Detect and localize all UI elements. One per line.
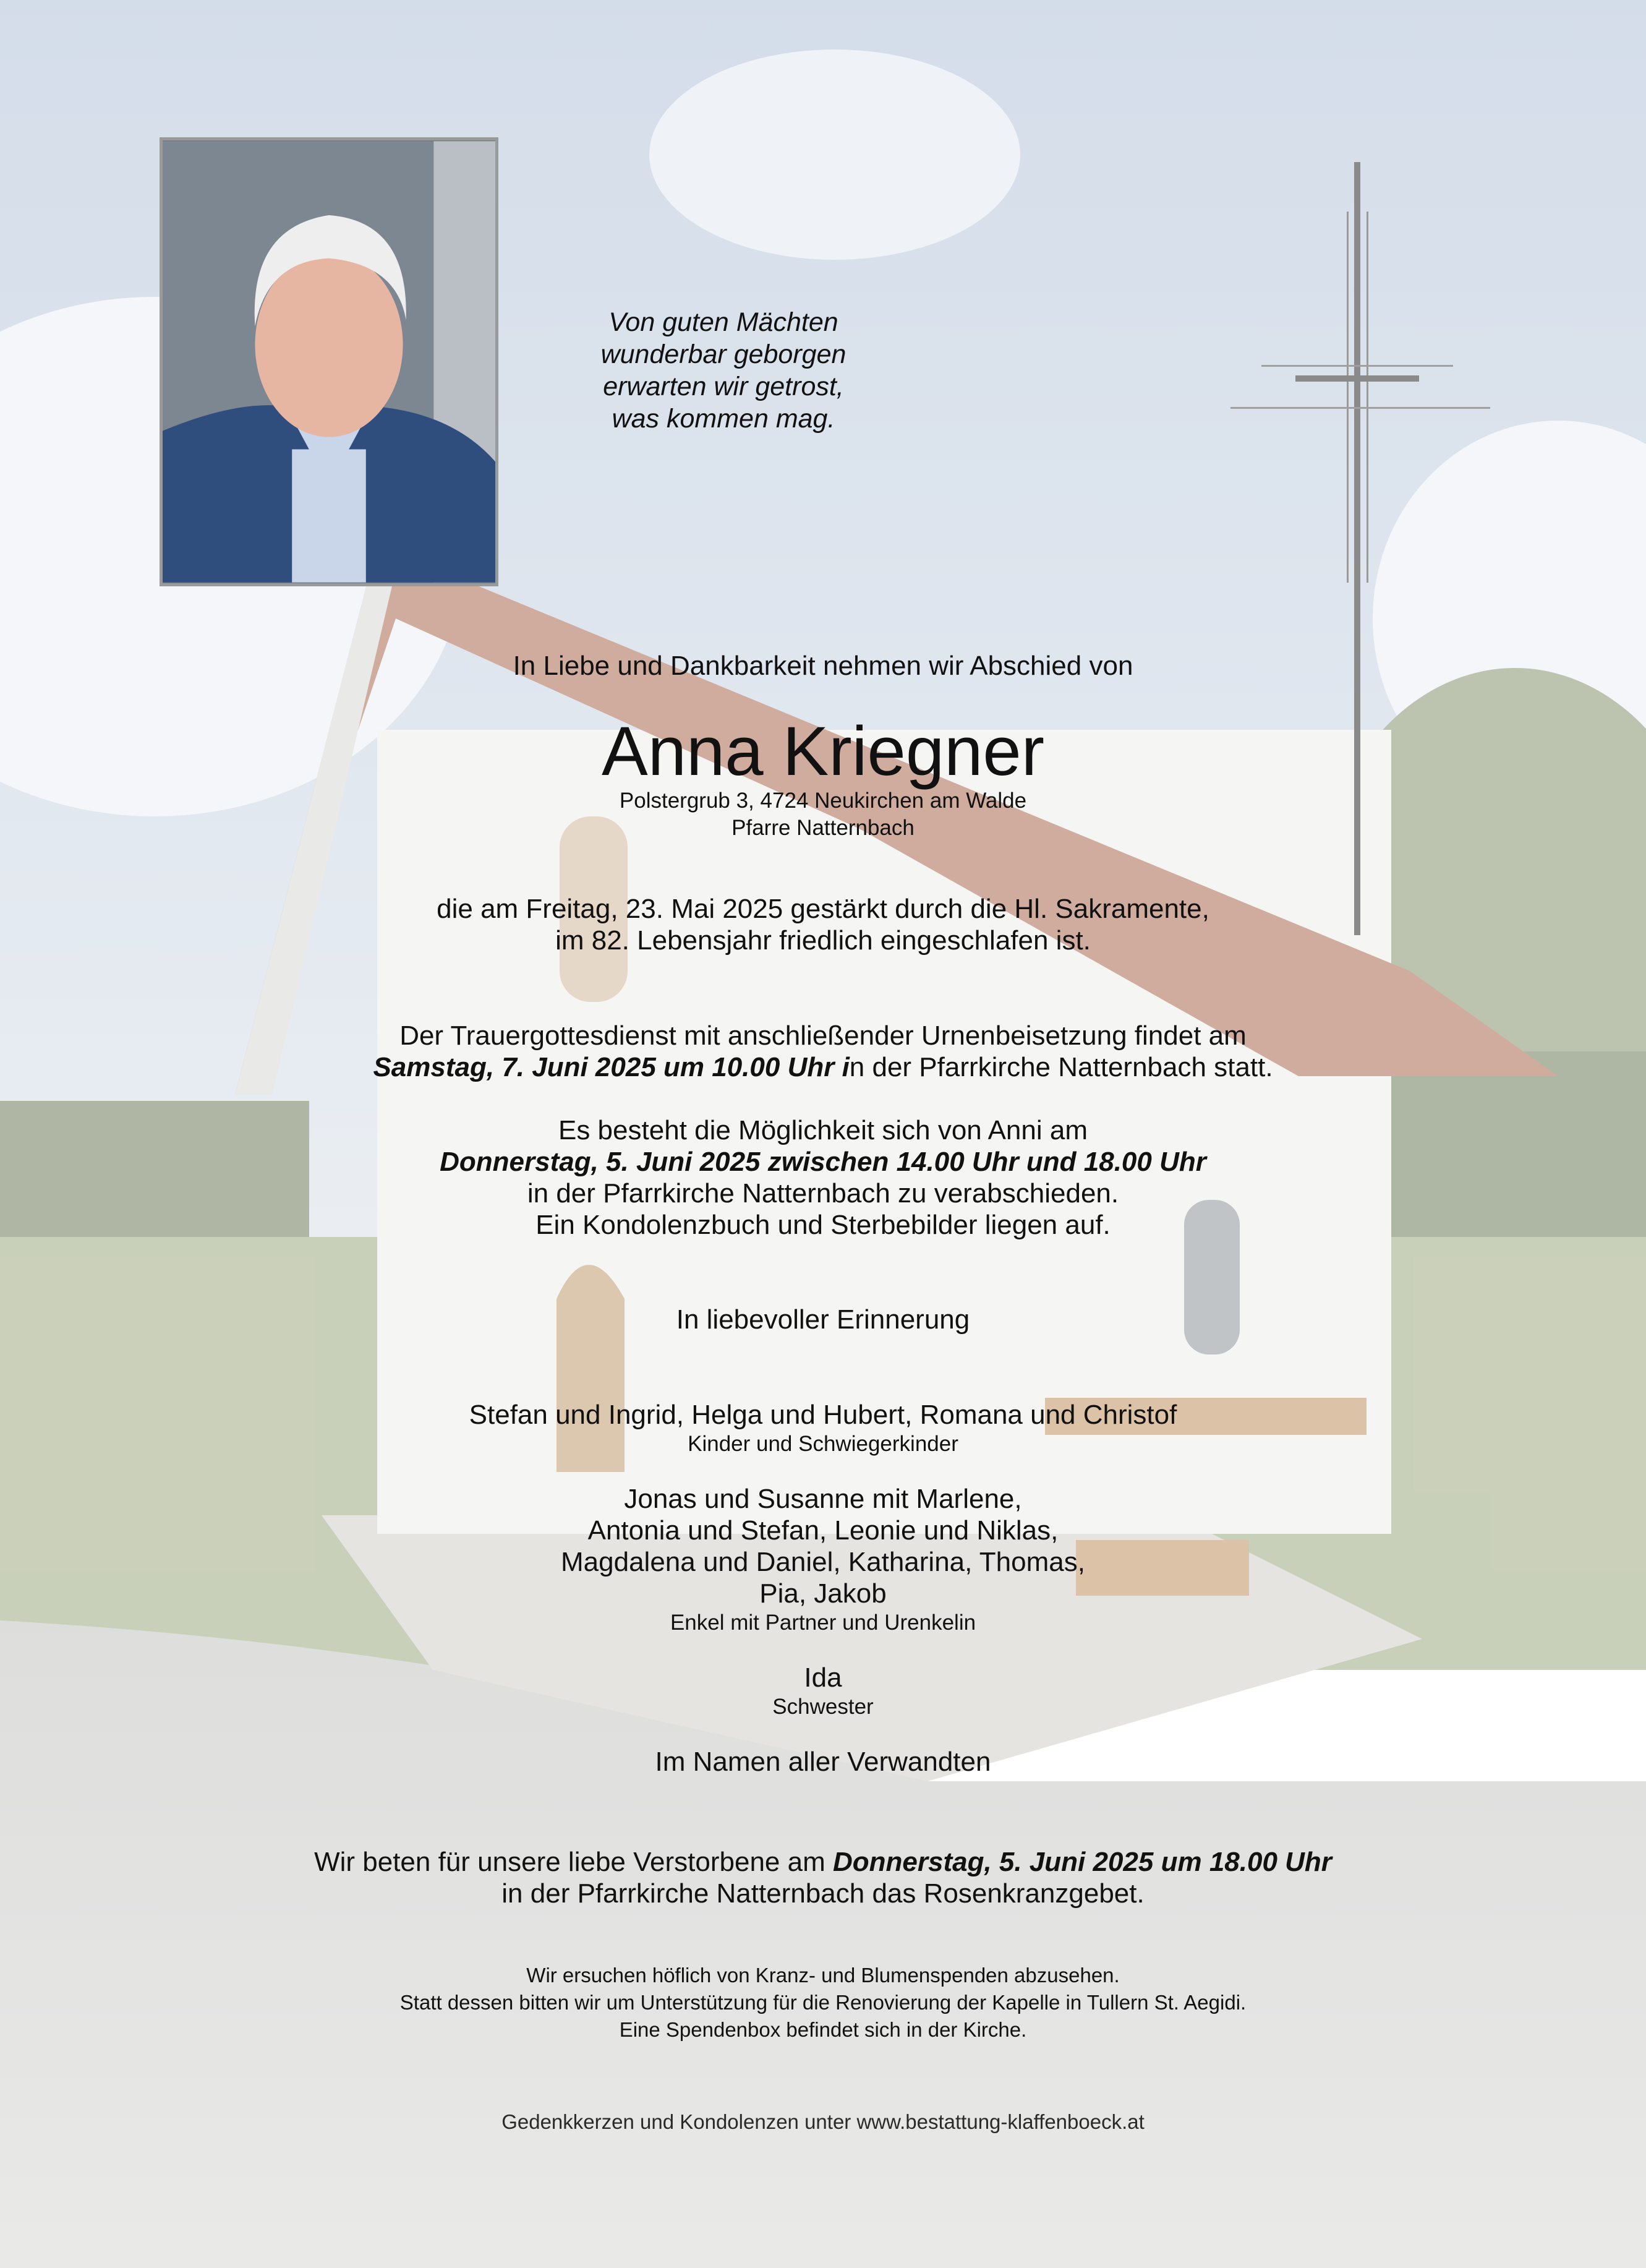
- rosary-info: [0, 1846, 1646, 1909]
- donation-info: [0, 1962, 1646, 2043]
- poem-line: wunderbar geborgen: [600, 340, 846, 369]
- service-date: Samstag, 7. Juni 2025 um 10.00 Uhr i: [373, 1052, 850, 1082]
- poem-line: was kommen mag.: [612, 404, 835, 434]
- service-location: n der Pfarrkirche Natternbach statt.: [849, 1052, 1273, 1082]
- footer-website: Gedenkkerzen und Kondolenzen unter www.bestattung-klaffenboeck.at: [501, 2110, 1145, 2133]
- deceased-address: Polstergrub 3, 4724 Neukirchen am Walde: [619, 789, 1027, 813]
- portrait-photo: [160, 137, 498, 586]
- family-names: Pia, Jakob: [759, 1578, 887, 1609]
- rosary-pre: Wir beten für unsere liebe Verstorbene am: [314, 1847, 833, 1877]
- family-children: [0, 1399, 1646, 1458]
- viewing-line: Ein Kondolenzbuch und Sterbebilder liegen auf.: [535, 1210, 1111, 1240]
- viewing-line: in der Pfarrkirche Natternbach zu verabschieden.: [527, 1178, 1119, 1209]
- poem-line: Von guten Mächten: [608, 307, 838, 337]
- service-info: [0, 1020, 1646, 1083]
- death-notice-line: die am Freitag, 23. Mai 2025 gestärkt durch die Hl. Sakramente,: [437, 894, 1209, 924]
- rosary-line: in der Pfarrkirche Natternbach das Rosenkranzgebet.: [501, 1878, 1145, 1909]
- rosary-date: Donnerstag, 5. Juni 2025 um 18.00 Uhr: [832, 1847, 1332, 1877]
- viewing-info: [0, 1115, 1646, 1241]
- donation-line: Eine Spendenbox befindet sich in der Kirche.: [619, 2018, 1027, 2041]
- deceased-address-block: [0, 787, 1646, 842]
- family-names: Ida: [804, 1662, 842, 1693]
- viewing-date: Donnerstag, 5. Juni 2025 zwischen 14.00 Uhr und 18.00 Uhr: [440, 1147, 1206, 1177]
- family-names: Magdalena und Daniel, Katharina, Thomas,: [561, 1547, 1085, 1577]
- intro-text: In Liebe und Dankbarkeit nehmen wir Abschied von: [513, 651, 1133, 681]
- service-date-line: [0, 1051, 1646, 1083]
- death-notice: [0, 893, 1646, 956]
- family-names: Stefan und Ingrid, Helga und Hubert, Romana und Christof: [469, 1400, 1177, 1430]
- rosary-line: [0, 1846, 1646, 1878]
- family-sister: [0, 1662, 1646, 1721]
- donation-line: Statt dessen bitten wir um Unterstützung für die Renovierung der Kapelle in Tullern St. Aegidi.: [399, 1991, 1247, 2014]
- on-behalf-line: Im Namen aller Verwandten: [655, 1747, 991, 1777]
- family-relation: Enkel mit Partner und Urenkelin: [670, 1611, 976, 1635]
- death-notice-line: im 82. Lebensjahr friedlich eingeschlafen ist.: [555, 925, 1091, 956]
- family-names: Antonia und Stefan, Leonie und Niklas,: [587, 1515, 1059, 1546]
- family-names: Jonas und Susanne mit Marlene,: [624, 1484, 1022, 1514]
- memory-heading: In liebevoller Erinnerung: [676, 1304, 970, 1335]
- family-relation: Kinder und Schwiegerkinder: [688, 1432, 958, 1456]
- poem-line: erwarten wir getrost,: [603, 372, 844, 401]
- viewing-line: Es besteht die Möglichkeit sich von Anni am: [558, 1115, 1088, 1145]
- donation-line: Wir ersuchen höflich von Kranz- und Blumenspenden abzusehen.: [526, 1964, 1120, 1987]
- family-grandchildren: [0, 1483, 1646, 1637]
- deceased-parish: Pfarre Natternbach: [731, 816, 915, 840]
- service-line: Der Trauergottesdienst mit anschließender Urnenbeisetzung findet am: [399, 1021, 1247, 1051]
- family-relation: Schwester: [772, 1695, 874, 1719]
- deceased-name: Anna Kriegner: [601, 712, 1045, 790]
- poem: [526, 306, 921, 435]
